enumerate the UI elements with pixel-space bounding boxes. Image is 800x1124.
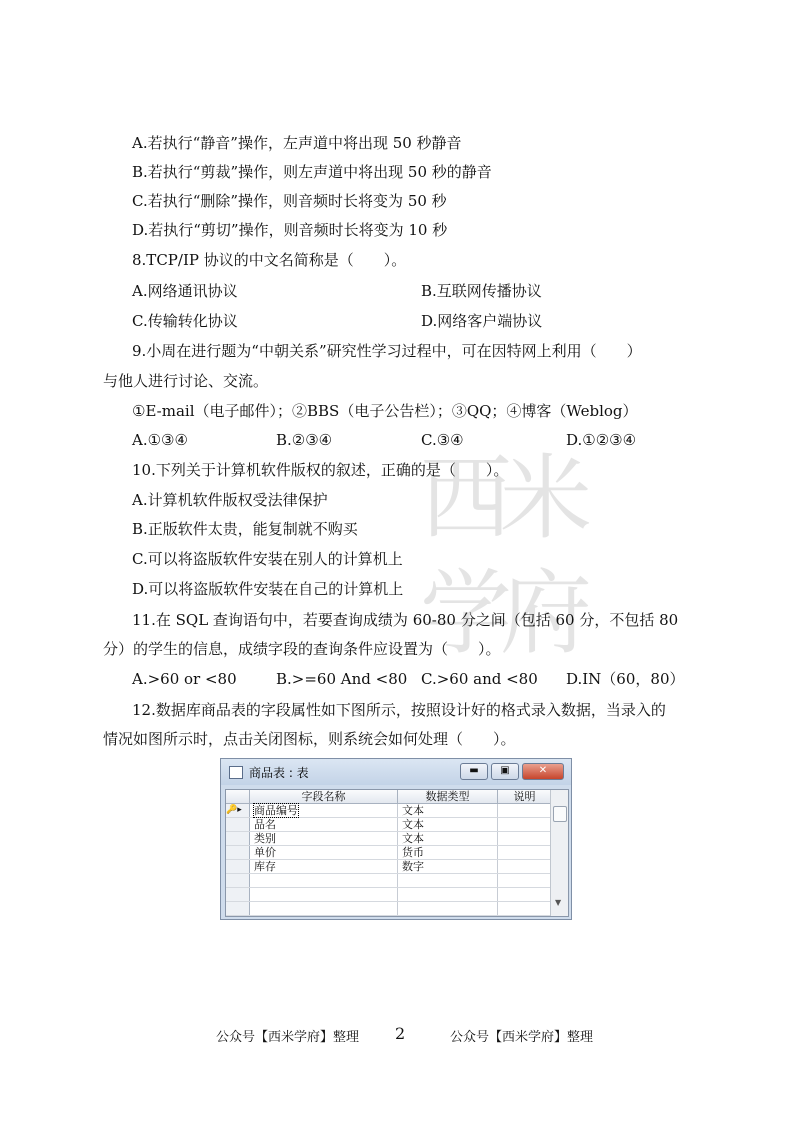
row-selector[interactable]: [226, 874, 250, 887]
q12-stem: 12.数据库商品表的字段属性如下图所示，按照设计好的格式录入数据，当录入的: [132, 701, 666, 719]
description-cell[interactable]: [498, 804, 552, 817]
q8-stem: 8.TCP/IP 协议的中文名简称是（ ）。: [132, 251, 407, 269]
data-type-cell[interactable]: [398, 902, 498, 915]
data-type-cell[interactable]: 文本: [398, 832, 498, 845]
row-selector[interactable]: [226, 888, 250, 901]
data-type-cell[interactable]: [398, 874, 498, 887]
primary-key-icon: 🔑▸: [226, 804, 250, 817]
table-row[interactable]: [226, 832, 552, 846]
table-row[interactable]: [226, 818, 552, 832]
watermark-char: 米: [500, 445, 593, 552]
field-name-cell[interactable]: 库存: [250, 860, 398, 873]
window-titlebar[interactable]: [221, 759, 571, 785]
data-type-cell[interactable]: 货币: [398, 846, 498, 859]
table-row-empty[interactable]: [226, 902, 552, 916]
table-row[interactable]: [226, 860, 552, 874]
q10-option-a: A.计算机软件版权受法律保护: [132, 491, 328, 509]
column-header-data-type[interactable]: 数据类型: [398, 790, 498, 804]
table-icon: [229, 766, 243, 779]
field-grid: [225, 789, 569, 917]
data-type-cell[interactable]: 文本: [398, 818, 498, 831]
page-number: 2: [395, 1024, 406, 1043]
description-cell[interactable]: [498, 860, 552, 873]
q10-option-d: D.可以将盗版软件安装在自己的计算机上: [132, 580, 404, 598]
q7-option-a: A.若执行“静音”操作，左声道中将出现 50 秒静音: [132, 134, 462, 152]
q10-option-b: B.正版软件太贵，能复制就不购买: [132, 520, 358, 538]
field-name-cell[interactable]: [250, 902, 398, 915]
description-cell[interactable]: [498, 902, 552, 915]
q8-option-b: B.互联网传播协议: [421, 282, 542, 300]
field-name-cell[interactable]: 品名: [250, 818, 398, 831]
field-name-cell[interactable]: [250, 888, 398, 901]
table-row-empty[interactable]: [226, 888, 552, 902]
column-header-description[interactable]: 说明: [498, 790, 552, 804]
window-title: 商品表 : 表: [249, 766, 309, 780]
scrollbar-thumb[interactable]: [553, 806, 567, 822]
watermark-char: 府: [500, 560, 593, 667]
data-type-cell[interactable]: [398, 888, 498, 901]
q7-option-c: C.若执行“删除”操作，则音频时长将变为 50 秒: [132, 192, 447, 210]
row-selector[interactable]: [226, 846, 250, 859]
q11-option-c: C.>60 and <80: [421, 670, 538, 688]
row-selector[interactable]: [226, 860, 250, 873]
q8-option-c: C.传输转化协议: [132, 312, 238, 330]
q9-option-b: B.②③④: [276, 431, 333, 449]
description-cell[interactable]: [498, 832, 552, 845]
q9-stem-cont: 与他人进行讨论、交流。: [103, 372, 269, 390]
q11-stem-cont: 分）的学生的信息，成绩字段的查询条件应设置为（ ）。: [103, 640, 501, 658]
q11-option-d: D.IN（60，80）: [566, 670, 685, 688]
q12-stem-cont: 情况如图所示时，点击关闭图标，则系统会如何处理（ ）。: [103, 730, 516, 748]
description-cell[interactable]: [498, 846, 552, 859]
q8-option-d: D.网络客户端协议: [421, 312, 543, 330]
q9-option-d: D.①②③④: [566, 431, 637, 449]
data-type-cell[interactable]: 数字: [398, 860, 498, 873]
row-selector[interactable]: [226, 832, 250, 845]
description-cell[interactable]: [498, 874, 552, 887]
row-selector[interactable]: [226, 818, 250, 831]
q9-items: ①E-mail（电子邮件）；②BBS（电子公告栏）；③QQ；④博客（Weblog）: [132, 402, 638, 420]
scroll-down-icon[interactable]: ▼: [555, 898, 562, 907]
data-type-cell[interactable]: 文本: [398, 804, 498, 817]
table-row[interactable]: [226, 846, 552, 860]
table-row[interactable]: [226, 804, 552, 818]
q7-option-d: D.若执行“剪切”操作，则音频时长将变为 10 秒: [132, 221, 448, 239]
q9-option-c: C.③④: [421, 431, 464, 449]
q11-stem: 11.在 SQL 查询语句中，若要查询成绩为 60-80 分之间（包括 60 分，不包括 80: [132, 611, 679, 629]
table-row-empty[interactable]: [226, 874, 552, 888]
field-name-cell[interactable]: [250, 874, 398, 887]
watermark-char: 学: [420, 560, 513, 667]
restore-button[interactable]: ▣: [491, 763, 519, 780]
footer-left: 公众号【西米学府】整理: [216, 1030, 360, 1045]
field-name-text: 商品编号: [254, 804, 298, 817]
q9-stem: 9.小周在进行题为“中朝关系”研究性学习过程中，可在因特网上利用（ ）: [132, 342, 642, 360]
table-design-window: [220, 758, 572, 920]
field-name-cell[interactable]: 单价: [250, 846, 398, 859]
description-cell[interactable]: [498, 888, 552, 901]
close-button[interactable]: ✕: [522, 763, 564, 780]
q11-option-b: B.>=60 And <80: [276, 670, 408, 688]
q7-option-b: B.若执行“剪裁”操作，则左声道中将出现 50 秒的静音: [132, 163, 492, 181]
footer-right: 公众号【西米学府】整理: [450, 1030, 594, 1045]
q8-option-a: A.网络通讯协议: [132, 282, 238, 300]
q10-option-c: C.可以将盗版软件安装在别人的计算机上: [132, 550, 403, 568]
minimize-button[interactable]: ▬: [460, 763, 488, 780]
field-name-cell[interactable]: 类别: [250, 832, 398, 845]
grid-corner: [226, 790, 250, 804]
vertical-scrollbar[interactable]: [550, 790, 568, 916]
q9-option-a: A.①③④: [132, 431, 188, 449]
field-name-cell[interactable]: [250, 804, 398, 817]
row-selector[interactable]: [226, 902, 250, 915]
description-cell[interactable]: [498, 818, 552, 831]
q11-option-a: A.>60 or <80: [132, 670, 237, 688]
watermark-char: 西: [420, 445, 513, 552]
column-header-field-name[interactable]: 字段名称: [250, 790, 398, 804]
q10-stem: 10.下列关于计算机软件版权的叙述，正确的是（ ）。: [132, 461, 509, 479]
